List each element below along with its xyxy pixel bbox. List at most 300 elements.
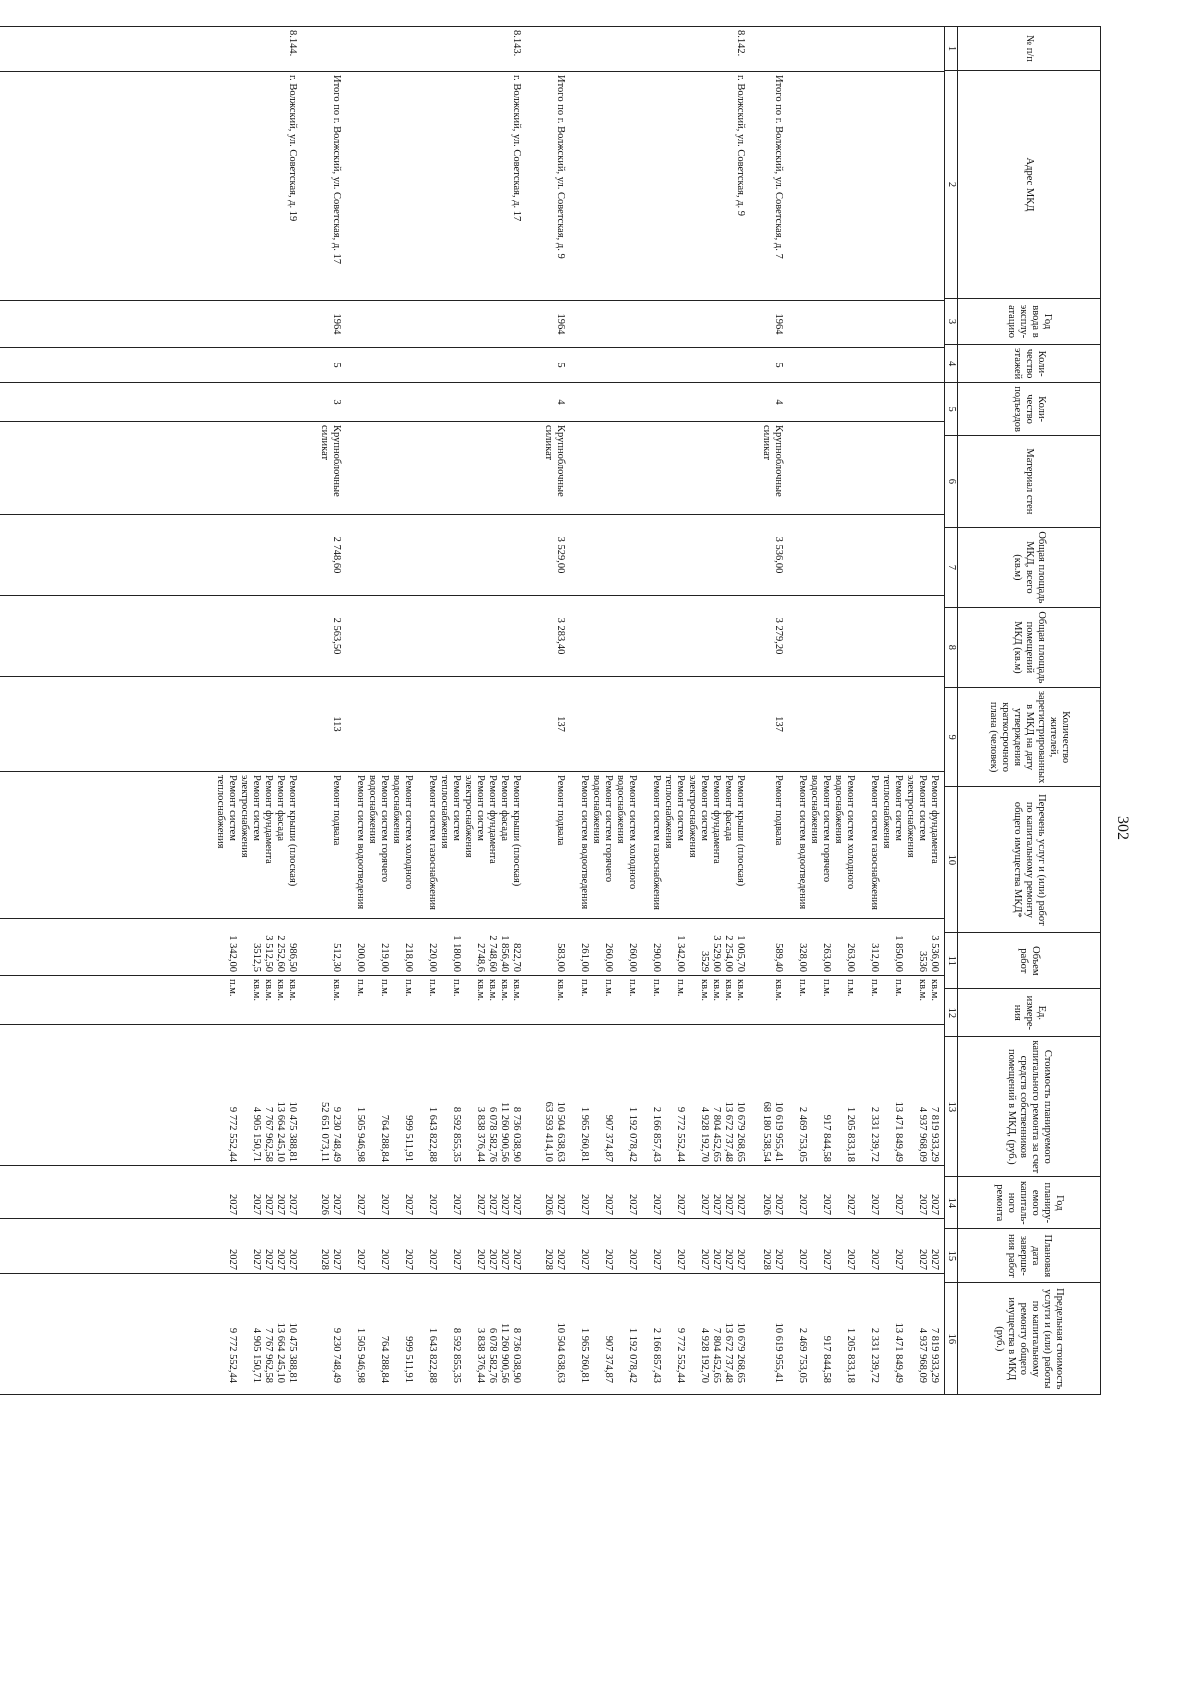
work-name: Ремонт фундамента bbox=[929, 775, 940, 864]
col-number: 11 bbox=[945, 933, 958, 989]
work-volume: 822,70 bbox=[511, 943, 522, 972]
col-number: 10 bbox=[945, 787, 958, 933]
work-cost: 13 664 245,10 bbox=[275, 1101, 286, 1162]
work-end-date: 2027 bbox=[797, 1249, 808, 1270]
work-year: 2027 bbox=[651, 1194, 662, 1215]
work-end-date: 2027 bbox=[403, 1249, 414, 1270]
work-year: 2027 bbox=[355, 1194, 366, 1215]
work-max-cost: 4 937 968,09 bbox=[917, 1327, 928, 1383]
column-divider bbox=[0, 918, 944, 919]
work-name: Ремонт систем газоснабжения bbox=[651, 775, 662, 910]
work-unit: кв.м. bbox=[251, 979, 262, 1001]
total-wall-material: Крупноблочные силикат bbox=[543, 425, 566, 497]
header-cell: Общая площадь помещений МКД (кв.м) bbox=[958, 607, 1101, 687]
work-cost: 1 192 078,42 bbox=[627, 1106, 638, 1162]
work-volume: 986,50 bbox=[287, 943, 298, 972]
work-cost: 13 471 849,49 bbox=[893, 1101, 904, 1162]
work-max-cost: 907 374,87 bbox=[603, 1335, 614, 1383]
work-volume: 1 005,70 bbox=[735, 935, 746, 972]
work-unit: кв.м. bbox=[929, 979, 940, 1001]
work-name: Ремонт подвала bbox=[555, 775, 566, 846]
work-year: 2027 bbox=[845, 1194, 856, 1215]
work-cost: 13 672 737,48 bbox=[723, 1101, 734, 1162]
column-divider bbox=[0, 1165, 944, 1166]
work-unit: п.м. bbox=[579, 979, 590, 997]
work-volume: 2 254,00 bbox=[723, 935, 734, 972]
work-max-cost: 13 672 737,48 bbox=[723, 1322, 734, 1383]
work-volume: 220,00 bbox=[427, 943, 438, 972]
work-cost: 10 504 638,63 bbox=[555, 1101, 566, 1162]
work-max-cost: 7 819 933,29 bbox=[929, 1327, 940, 1383]
total-residents: 113 bbox=[331, 716, 342, 732]
work-max-cost: 4 905 150,71 bbox=[251, 1327, 262, 1383]
work-max-cost: 1 505 946,98 bbox=[355, 1327, 366, 1383]
capital-repair-table bbox=[0, 26, 1101, 1395]
work-year: 2027 bbox=[773, 1194, 784, 1215]
total-end-year: 2028 bbox=[543, 1249, 554, 1270]
work-end-date: 2027 bbox=[651, 1249, 662, 1270]
column-divider bbox=[0, 300, 944, 301]
work-year: 2027 bbox=[675, 1194, 686, 1215]
work-name: Ремонт систем электроснабжения bbox=[905, 775, 928, 858]
header-cell: Предельная стоимость услуги и (или) работы по капитальному ремонту общего имущества в МКД (руб.) bbox=[958, 1283, 1101, 1395]
work-max-cost: 10 504 638,63 bbox=[555, 1322, 566, 1383]
work-name: Ремонт систем электроснабжения bbox=[687, 775, 710, 858]
address: г. Волжский, ул. Советская, д. 9 bbox=[735, 75, 746, 217]
col-number: 12 bbox=[945, 989, 958, 1037]
work-name: Ремонт систем газоснабжения bbox=[869, 775, 880, 910]
work-name: Ремонт систем теплоснабжения bbox=[215, 775, 238, 849]
work-name: Ремонт систем горячего водоснабжения bbox=[809, 775, 832, 883]
header-cell: Общая площадь МКД, всего (кв.м) bbox=[958, 527, 1101, 607]
work-unit: п.м. bbox=[451, 979, 462, 997]
work-max-cost: 8 736 038,90 bbox=[511, 1327, 522, 1383]
work-end-date: 2027 bbox=[251, 1249, 262, 1270]
work-unit: п.м. bbox=[893, 979, 904, 997]
work-year: 2027 bbox=[403, 1194, 414, 1215]
col-number: 7 bbox=[945, 527, 958, 607]
work-year: 2027 bbox=[735, 1194, 746, 1215]
work-unit: п.м. bbox=[675, 979, 686, 997]
work-max-cost: 9 230 748,49 bbox=[331, 1327, 342, 1383]
work-name: Ремонт систем теплоснабжения bbox=[881, 775, 904, 849]
work-cost: 10 679 268,65 bbox=[735, 1101, 746, 1162]
work-cost: 7 767 962,58 bbox=[263, 1106, 274, 1162]
work-end-date: 2027 bbox=[227, 1249, 238, 1270]
work-unit: кв.м. bbox=[499, 979, 510, 1001]
work-unit: п.м. bbox=[797, 979, 808, 997]
work-cost: 917 844,58 bbox=[821, 1114, 832, 1162]
total-floors: 5 bbox=[331, 362, 342, 368]
work-cost: 1 965 260,81 bbox=[579, 1106, 590, 1162]
work-year: 2027 bbox=[699, 1194, 710, 1215]
work-year: 2027 bbox=[821, 1194, 832, 1215]
col-number: 9 bbox=[945, 687, 958, 786]
col-number: 4 bbox=[945, 345, 958, 383]
total-residents: 137 bbox=[555, 716, 566, 732]
work-max-cost: 10 475 388,81 bbox=[287, 1322, 298, 1383]
work-max-cost: 3 838 376,44 bbox=[475, 1327, 486, 1383]
total-end-year: 2028 bbox=[761, 1249, 772, 1270]
work-cost: 8 736 038,90 bbox=[511, 1106, 522, 1162]
work-year: 2027 bbox=[511, 1194, 522, 1215]
work-name: Ремонт фасада bbox=[723, 775, 734, 842]
work-end-date: 2027 bbox=[499, 1249, 510, 1270]
work-cost: 1 505 946,98 bbox=[355, 1106, 366, 1162]
work-name: Ремонт систем горячего водоснабжения bbox=[367, 775, 390, 883]
work-unit: кв.м. bbox=[487, 979, 498, 1001]
column-divider bbox=[0, 1273, 944, 1274]
work-year: 2027 bbox=[929, 1194, 940, 1215]
work-year: 2027 bbox=[917, 1194, 928, 1215]
work-volume: 3 536,00 bbox=[929, 935, 940, 972]
work-volume: 1 180,00 bbox=[451, 935, 462, 972]
total-year-built: 1964 bbox=[555, 313, 566, 335]
work-volume: 263,00 bbox=[821, 943, 832, 972]
work-year: 2027 bbox=[251, 1194, 262, 1215]
total-cost: 68 180 538,54 bbox=[761, 1101, 772, 1162]
col-number: 3 bbox=[945, 299, 958, 345]
work-cost: 1 205 833,18 bbox=[845, 1106, 856, 1162]
work-max-cost: 999 511,91 bbox=[403, 1336, 414, 1383]
work-cost: 3 838 376,44 bbox=[475, 1106, 486, 1162]
total-repair-year: 2026 bbox=[319, 1194, 330, 1215]
work-volume: 2748,6 bbox=[475, 943, 486, 972]
work-unit: кв.м. bbox=[287, 979, 298, 1001]
work-unit: п.м. bbox=[379, 979, 390, 997]
work-year: 2027 bbox=[451, 1194, 462, 1215]
col-number: 5 bbox=[945, 383, 958, 436]
total-room-area: 3 283,40 bbox=[555, 617, 566, 655]
work-year: 2027 bbox=[475, 1194, 486, 1215]
column-number-row bbox=[945, 27, 958, 1395]
work-name: Ремонт систем газоснабжения bbox=[427, 775, 438, 910]
work-end-date: 2027 bbox=[675, 1249, 686, 1270]
work-cost: 764 288,84 bbox=[379, 1114, 390, 1162]
work-name: Ремонт крыши (плоская) bbox=[735, 775, 746, 887]
work-name: Ремонт систем теплоснабжения bbox=[439, 775, 462, 849]
work-year: 2027 bbox=[711, 1194, 722, 1215]
page-number: 302 bbox=[1114, 816, 1131, 840]
work-end-date: 2027 bbox=[287, 1249, 298, 1270]
work-year: 2027 bbox=[427, 1194, 438, 1215]
work-volume: 3529 bbox=[699, 951, 710, 972]
work-unit: кв.м. bbox=[475, 979, 486, 1001]
address: г. Волжский, ул. Советская, д. 17 bbox=[511, 75, 522, 222]
work-end-date: 2027 bbox=[379, 1249, 390, 1270]
work-end-date: 2027 bbox=[275, 1249, 286, 1270]
column-divider bbox=[0, 975, 944, 976]
work-end-date: 2027 bbox=[845, 1249, 856, 1270]
total-end-year: 2028 bbox=[319, 1249, 330, 1270]
work-name: Ремонт фундамента bbox=[711, 775, 722, 864]
work-end-date: 2027 bbox=[773, 1249, 784, 1270]
work-name: Ремонт подвала bbox=[773, 775, 784, 846]
work-name: Ремонт систем электроснабжения bbox=[239, 775, 262, 858]
col-number: 13 bbox=[945, 1037, 958, 1177]
work-unit: кв.м. bbox=[699, 979, 710, 1001]
work-cost: 9 772 552,44 bbox=[227, 1106, 238, 1162]
work-max-cost: 764 288,84 bbox=[379, 1335, 390, 1383]
column-divider bbox=[0, 514, 944, 515]
work-name: Ремонт систем водоотведения bbox=[579, 775, 590, 910]
work-volume: 3 529,00 bbox=[711, 935, 722, 972]
work-end-date: 2027 bbox=[893, 1249, 904, 1270]
work-cost: 4 905 150,71 bbox=[251, 1106, 262, 1162]
work-end-date: 2027 bbox=[475, 1249, 486, 1270]
work-name: Ремонт систем холодного водоснабжения bbox=[615, 775, 638, 890]
col-number: 14 bbox=[945, 1177, 958, 1229]
work-name: Ремонт систем электроснабжения bbox=[463, 775, 486, 858]
total-year-built: 1964 bbox=[331, 313, 342, 335]
work-volume: 512,30 bbox=[331, 943, 342, 972]
work-year: 2027 bbox=[379, 1194, 390, 1215]
total-residents: 137 bbox=[773, 716, 784, 732]
work-name: Ремонт систем холодного водоснабжения bbox=[833, 775, 856, 890]
work-volume: 1 342,00 bbox=[675, 935, 686, 972]
work-year: 2027 bbox=[627, 1194, 638, 1215]
total-area: 2 748,60 bbox=[331, 536, 342, 574]
work-cost: 9 230 748,49 bbox=[331, 1106, 342, 1162]
total-repair-year: 2026 bbox=[761, 1194, 772, 1215]
row-number: 8.142. bbox=[735, 30, 746, 57]
work-unit: кв.м. bbox=[773, 979, 784, 1001]
work-year: 2027 bbox=[227, 1194, 238, 1215]
rotated-table-sheet bbox=[53, 18, 1133, 1678]
work-end-date: 2027 bbox=[427, 1249, 438, 1270]
work-volume: 1 342,00 bbox=[227, 935, 238, 972]
total-area: 3 536,00 bbox=[773, 536, 784, 574]
header-cell: Плановая дата заверше-ния работ bbox=[958, 1229, 1101, 1283]
work-name: Ремонт систем водоотведения bbox=[355, 775, 366, 910]
work-max-cost: 4 928 192,70 bbox=[699, 1327, 710, 1383]
work-cost: 2 331 239,72 bbox=[869, 1106, 880, 1162]
header-row bbox=[958, 27, 1101, 1395]
col-number: 8 bbox=[945, 607, 958, 687]
work-name: Ремонт систем холодного водоснабжения bbox=[391, 775, 414, 890]
work-year: 2027 bbox=[487, 1194, 498, 1215]
work-name: Ремонт фасада bbox=[275, 775, 286, 842]
total-room-area: 3 279,20 bbox=[773, 617, 784, 655]
column-divider bbox=[0, 1218, 944, 1219]
total-label: Итого по г. Волжский, ул. Советская, д. 7 bbox=[773, 75, 784, 259]
work-max-cost: 7 767 962,58 bbox=[263, 1327, 274, 1383]
work-cost: 4 937 968,09 bbox=[917, 1106, 928, 1162]
total-room-area: 2 563,50 bbox=[331, 617, 342, 655]
work-year: 2027 bbox=[499, 1194, 510, 1215]
work-volume: 589,40 bbox=[773, 943, 784, 972]
work-volume: 312,00 bbox=[869, 943, 880, 972]
work-end-date: 2027 bbox=[555, 1249, 566, 1270]
work-name: Ремонт фасада bbox=[499, 775, 510, 842]
work-end-date: 2027 bbox=[355, 1249, 366, 1270]
work-name: Ремонт фундамента bbox=[263, 775, 274, 864]
work-year: 2027 bbox=[287, 1194, 298, 1215]
body-canvas bbox=[0, 27, 944, 1394]
work-end-date: 2027 bbox=[579, 1249, 590, 1270]
col-number: 6 bbox=[945, 435, 958, 527]
total-label: Итого по г. Волжский, ул. Советская, д. 9 bbox=[555, 75, 566, 259]
column-divider bbox=[0, 1024, 944, 1025]
work-volume: 583,00 bbox=[555, 943, 566, 972]
work-cost: 999 511,91 bbox=[403, 1115, 414, 1162]
work-volume: 328,00 bbox=[797, 943, 808, 972]
work-unit: кв.м. bbox=[275, 979, 286, 1001]
work-volume: 3512,5 bbox=[251, 943, 262, 972]
work-max-cost: 8 592 855,35 bbox=[451, 1327, 462, 1383]
total-area: 3 529,00 bbox=[555, 536, 566, 574]
work-year: 2027 bbox=[723, 1194, 734, 1215]
total-year-built: 1964 bbox=[773, 313, 784, 335]
table-body-row bbox=[0, 27, 945, 1395]
work-unit: кв.м. bbox=[723, 979, 734, 1001]
work-unit: кв.м. bbox=[511, 979, 522, 1001]
work-unit: кв.м. bbox=[917, 979, 928, 1001]
header-cell: Адрес МКД bbox=[958, 71, 1101, 299]
header-cell: Коли-чество этажей bbox=[958, 345, 1101, 383]
work-cost: 7 819 933,29 bbox=[929, 1106, 940, 1162]
work-unit: кв.м. bbox=[331, 979, 342, 1001]
work-name: Ремонт крыши (плоская) bbox=[511, 775, 522, 887]
work-end-date: 2027 bbox=[711, 1249, 722, 1270]
work-end-date: 2027 bbox=[869, 1249, 880, 1270]
header-cell: Ед. измере-ния bbox=[958, 989, 1101, 1037]
work-max-cost: 2 469 753,05 bbox=[797, 1327, 808, 1383]
total-cost: 63 593 414,10 bbox=[543, 1101, 554, 1162]
work-unit: п.м. bbox=[627, 979, 638, 997]
work-unit: п.м. bbox=[603, 979, 614, 997]
work-end-date: 2027 bbox=[723, 1249, 734, 1270]
work-end-date: 2027 bbox=[929, 1249, 940, 1270]
work-volume: 290,00 bbox=[651, 943, 662, 972]
work-end-date: 2027 bbox=[451, 1249, 462, 1270]
address: г. Волжский, ул. Советская, д. 19 bbox=[287, 75, 298, 222]
total-entrances: 3 bbox=[331, 399, 342, 405]
header-cell: Год ввода в эксплу-атацию bbox=[958, 299, 1101, 345]
work-unit: п.м. bbox=[227, 979, 238, 997]
work-year: 2027 bbox=[331, 1194, 342, 1215]
work-name: Ремонт систем водоотведения bbox=[797, 775, 808, 910]
work-max-cost: 10 679 268,65 bbox=[735, 1322, 746, 1383]
work-cost: 11 260 900,56 bbox=[499, 1102, 510, 1162]
work-name: Ремонт подвала bbox=[331, 775, 342, 846]
work-cost: 7 804 452,65 bbox=[711, 1106, 722, 1162]
work-unit: кв.м. bbox=[711, 979, 722, 1001]
column-divider bbox=[0, 421, 944, 422]
work-cost: 9 772 552,44 bbox=[675, 1106, 686, 1162]
work-end-date: 2027 bbox=[699, 1249, 710, 1270]
header-cell: № п/п bbox=[958, 27, 1101, 71]
total-repair-year: 2026 bbox=[543, 1194, 554, 1215]
total-entrances: 4 bbox=[555, 399, 566, 405]
work-volume: 3536 bbox=[917, 951, 928, 972]
col-number: 15 bbox=[945, 1229, 958, 1283]
total-wall-material: Крупноблочные силикат bbox=[761, 425, 784, 497]
column-divider bbox=[0, 595, 944, 596]
work-max-cost: 13 664 245,10 bbox=[275, 1322, 286, 1383]
table-body bbox=[0, 27, 945, 1395]
work-max-cost: 1 643 822,88 bbox=[427, 1327, 438, 1383]
column-divider bbox=[0, 347, 944, 348]
header-cell: Перечень услуг и (или) работ по капитальному ремонту общего имущества МКД* bbox=[958, 787, 1101, 933]
column-divider bbox=[0, 771, 944, 772]
work-unit: п.м. bbox=[869, 979, 880, 997]
header-cell: Количество жителей, зарегистрированных в МКД на дату утверждения краткосрочного плана (человек) bbox=[958, 687, 1101, 786]
work-cost: 1 643 822,88 bbox=[427, 1106, 438, 1162]
col-number: 16 bbox=[945, 1283, 958, 1395]
work-cost: 4 928 192,70 bbox=[699, 1106, 710, 1162]
work-year: 2027 bbox=[869, 1194, 880, 1215]
work-volume: 1 856,40 bbox=[499, 935, 510, 972]
work-volume: 219,00 bbox=[379, 943, 390, 972]
work-end-date: 2027 bbox=[487, 1249, 498, 1270]
work-cost: 10 475 388,81 bbox=[287, 1101, 298, 1162]
work-end-date: 2027 bbox=[263, 1249, 274, 1270]
work-year: 2027 bbox=[893, 1194, 904, 1215]
work-name: Ремонт фундамента bbox=[487, 775, 498, 864]
column-divider bbox=[0, 382, 944, 383]
work-max-cost: 9 772 552,44 bbox=[227, 1327, 238, 1383]
work-max-cost: 9 772 552,44 bbox=[675, 1327, 686, 1383]
work-end-date: 2027 bbox=[603, 1249, 614, 1270]
work-max-cost: 13 471 849,49 bbox=[893, 1322, 904, 1383]
work-cost: 6 078 582,76 bbox=[487, 1106, 498, 1162]
work-cost: 10 619 955,41 bbox=[773, 1101, 784, 1162]
column-divider bbox=[0, 676, 944, 677]
work-unit: п.м. bbox=[355, 979, 366, 997]
work-end-date: 2027 bbox=[331, 1249, 342, 1270]
work-year: 2027 bbox=[275, 1194, 286, 1215]
total-floors: 5 bbox=[555, 362, 566, 368]
col-number: 2 bbox=[945, 71, 958, 299]
total-label: Итого по г. Волжский, ул. Советская, д. 17 bbox=[331, 75, 342, 264]
work-unit: кв.м. bbox=[735, 979, 746, 1001]
work-max-cost: 2 331 239,72 bbox=[869, 1327, 880, 1383]
work-unit: п.м. bbox=[845, 979, 856, 997]
work-volume: 260,00 bbox=[627, 943, 638, 972]
work-volume: 1 850,00 bbox=[893, 935, 904, 972]
work-volume: 2 252,60 bbox=[275, 935, 286, 972]
header-cell: Стоимость планируемого капитального ремонта за счет средств собственников помещений в МКД, (руб.) bbox=[958, 1037, 1101, 1177]
work-volume: 263,00 bbox=[845, 943, 856, 972]
work-max-cost: 2 166 857,43 bbox=[651, 1327, 662, 1383]
work-end-date: 2027 bbox=[735, 1249, 746, 1270]
work-volume: 261,00 bbox=[579, 943, 590, 972]
total-entrances: 4 bbox=[773, 399, 784, 405]
work-unit: п.м. bbox=[651, 979, 662, 997]
work-max-cost: 917 844,58 bbox=[821, 1335, 832, 1383]
work-year: 2027 bbox=[603, 1194, 614, 1215]
work-volume: 260,00 bbox=[603, 943, 614, 972]
work-year: 2027 bbox=[555, 1194, 566, 1215]
work-name: Ремонт систем теплоснабжения bbox=[663, 775, 686, 849]
total-wall-material: Крупноблочные силикат bbox=[319, 425, 342, 497]
work-cost: 2 469 753,05 bbox=[797, 1106, 808, 1162]
work-name: Ремонт крыши (плоская) bbox=[287, 775, 298, 887]
work-unit: п.м. bbox=[427, 979, 438, 997]
work-end-date: 2027 bbox=[821, 1249, 832, 1270]
work-year: 2027 bbox=[579, 1194, 590, 1215]
column-divider bbox=[0, 71, 944, 72]
col-number: 1 bbox=[945, 27, 958, 71]
work-end-date: 2027 bbox=[627, 1249, 638, 1270]
total-cost: 52 651 073,11 bbox=[319, 1102, 330, 1162]
work-max-cost: 1 965 260,81 bbox=[579, 1327, 590, 1383]
work-max-cost: 7 804 452,65 bbox=[711, 1327, 722, 1383]
work-unit: п.м. bbox=[403, 979, 414, 997]
work-max-cost: 1 205 833,18 bbox=[845, 1327, 856, 1383]
work-end-date: 2027 bbox=[917, 1249, 928, 1270]
